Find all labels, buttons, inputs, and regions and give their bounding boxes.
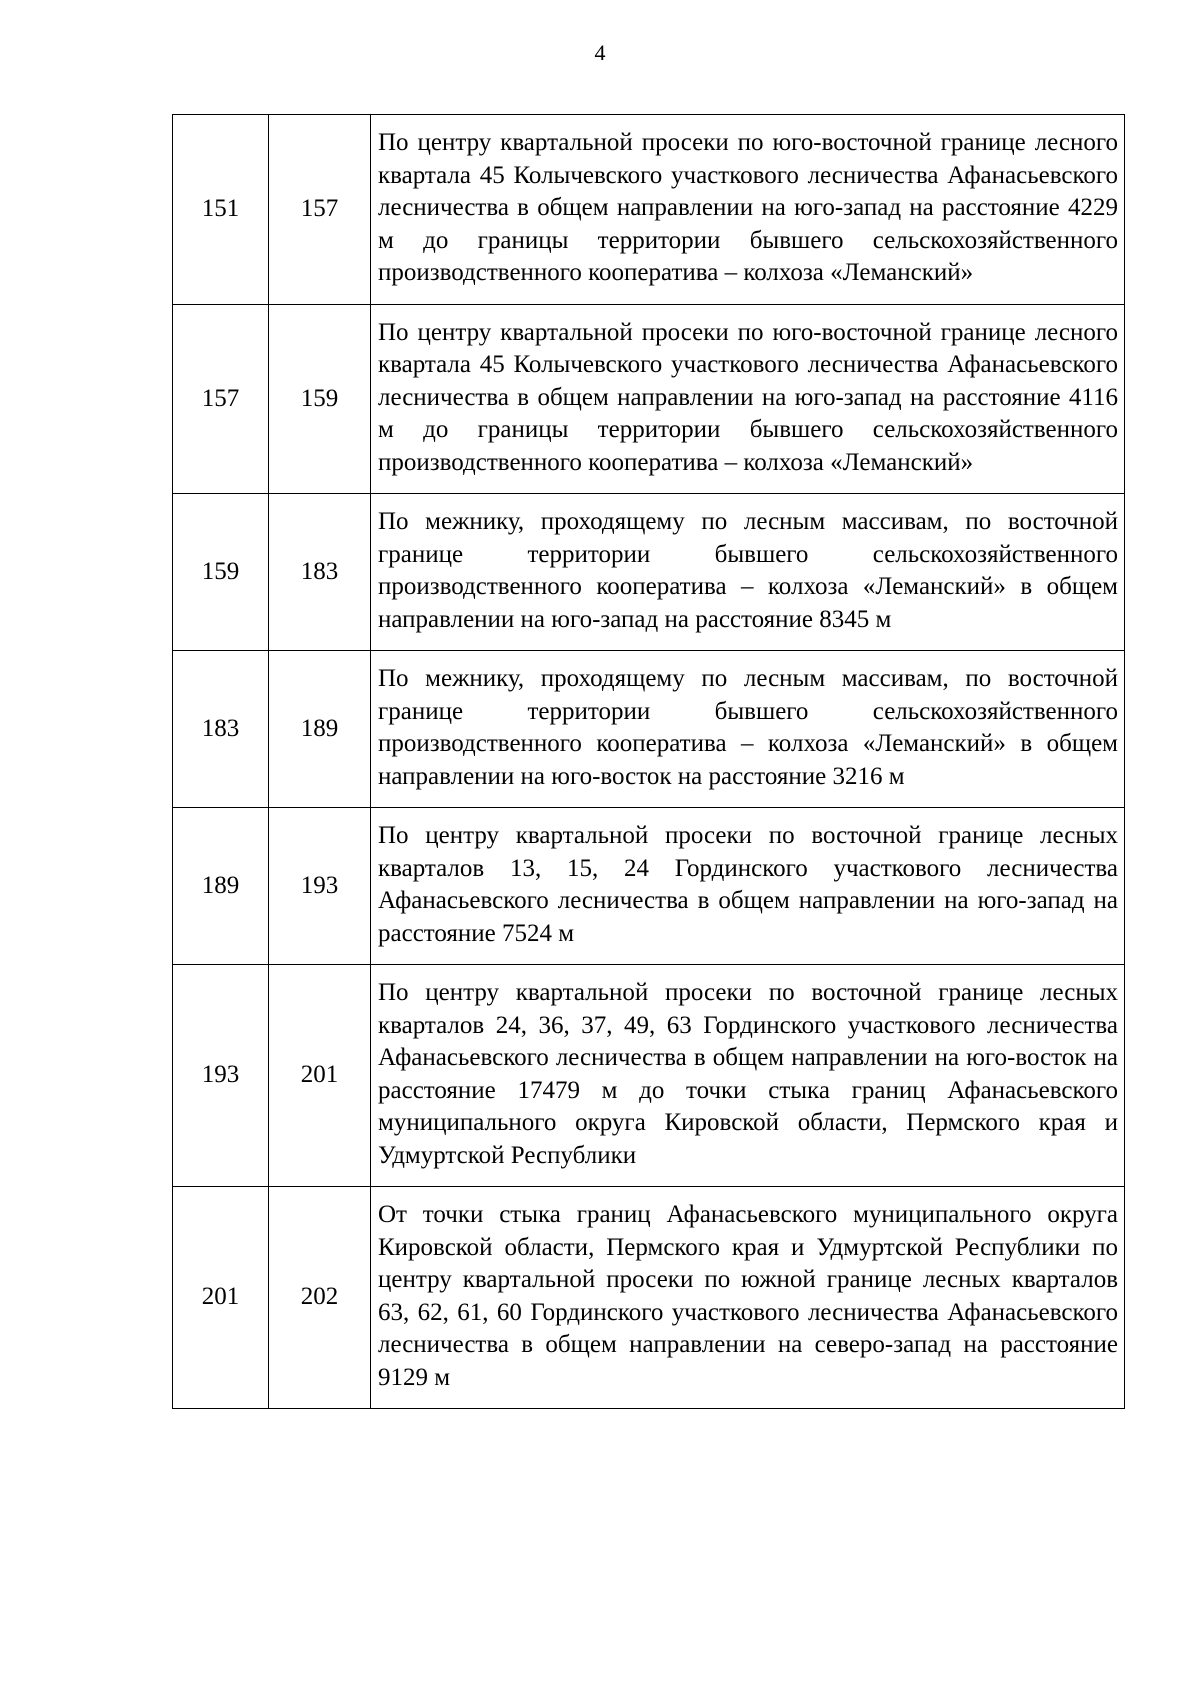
to-point-cell: 159 xyxy=(269,304,371,494)
to-point-cell: 201 xyxy=(269,965,371,1187)
to-point-cell: 189 xyxy=(269,651,371,808)
description-cell: По межнику, проходящему по лесным массивам, по восточной границе территории бывшего сельскохозяйственного производственного кооператива – колхоза «Леманский» в общем направлении на юго-запад на расстояние 8345 м xyxy=(371,494,1125,651)
description-cell: По центру квартальной просеки по юго-восточной границе лесного квартала 45 Колычевского участкового лесничества Афанасьевского лесничества в общем направлении на юго-запад на расстояние 4116 м до границы территории бывшего сельскохозяйственного производственного кооператива – колхоза «Леманский» xyxy=(371,304,1125,494)
table-row xyxy=(173,808,1125,965)
from-point-cell: 159 xyxy=(173,494,269,651)
table-row xyxy=(173,651,1125,808)
from-point-cell: 193 xyxy=(173,965,269,1187)
table-row xyxy=(173,304,1125,494)
to-point-cell: 202 xyxy=(269,1187,371,1409)
table-row xyxy=(173,494,1125,651)
to-point-cell: 193 xyxy=(269,808,371,965)
from-point-cell: 183 xyxy=(173,651,269,808)
description-cell: По центру квартальной просеки по восточной границе лесных кварталов 24, 36, 37, 49, 63 Гординского участкового лесничества Афанасьевского лесничества в общем направлении на юго-восток на расстояние 17479 м до точки стыка границ Афанасьевского муниципального округа Кировской области, Пермского края и Удмуртской Республики xyxy=(371,965,1125,1187)
boundary-table xyxy=(172,114,1125,1409)
table-row xyxy=(173,115,1125,305)
to-point-cell: 183 xyxy=(269,494,371,651)
from-point-cell: 151 xyxy=(173,115,269,305)
description-cell: От точки стыка границ Афанасьевского муниципального округа Кировской области, Пермского края и Удмуртской Республики по центру квартальной просеки по южной границе лесных кварталов 63, 62, 61, 60 Гординского участкового лесничества Афанасьевского лесничества в общем направлении на северо-запад на расстояние 9129 м xyxy=(371,1187,1125,1409)
page-number: 4 xyxy=(594,40,606,65)
table-row xyxy=(173,1187,1125,1409)
from-point-cell: 157 xyxy=(173,304,269,494)
description-cell: По центру квартальной просеки по юго-восточной границе лесного квартала 45 Колычевского участкового лесничества Афанасьевского лесничества в общем направлении на юго-запад на расстояние 4229 м до границы территории бывшего сельскохозяйственного производственного кооператива – колхоза «Леманский» xyxy=(371,115,1125,305)
description-cell: По межнику, проходящему по лесным массивам, по восточной границе территории бывшего сельскохозяйственного производственного кооператива – колхоза «Леманский» в общем направлении на юго-восток на расстояние 3216 м xyxy=(371,651,1125,808)
to-point-cell: 157 xyxy=(269,115,371,305)
description-cell: По центру квартальной просеки по восточной границе лесных кварталов 13, 15, 24 Гординского участкового лесничества Афанасьевского лесничества в общем направлении на юго-запад на расстояние 7524 м xyxy=(371,808,1125,965)
from-point-cell: 189 xyxy=(173,808,269,965)
table-row xyxy=(173,965,1125,1187)
from-point-cell: 201 xyxy=(173,1187,269,1409)
